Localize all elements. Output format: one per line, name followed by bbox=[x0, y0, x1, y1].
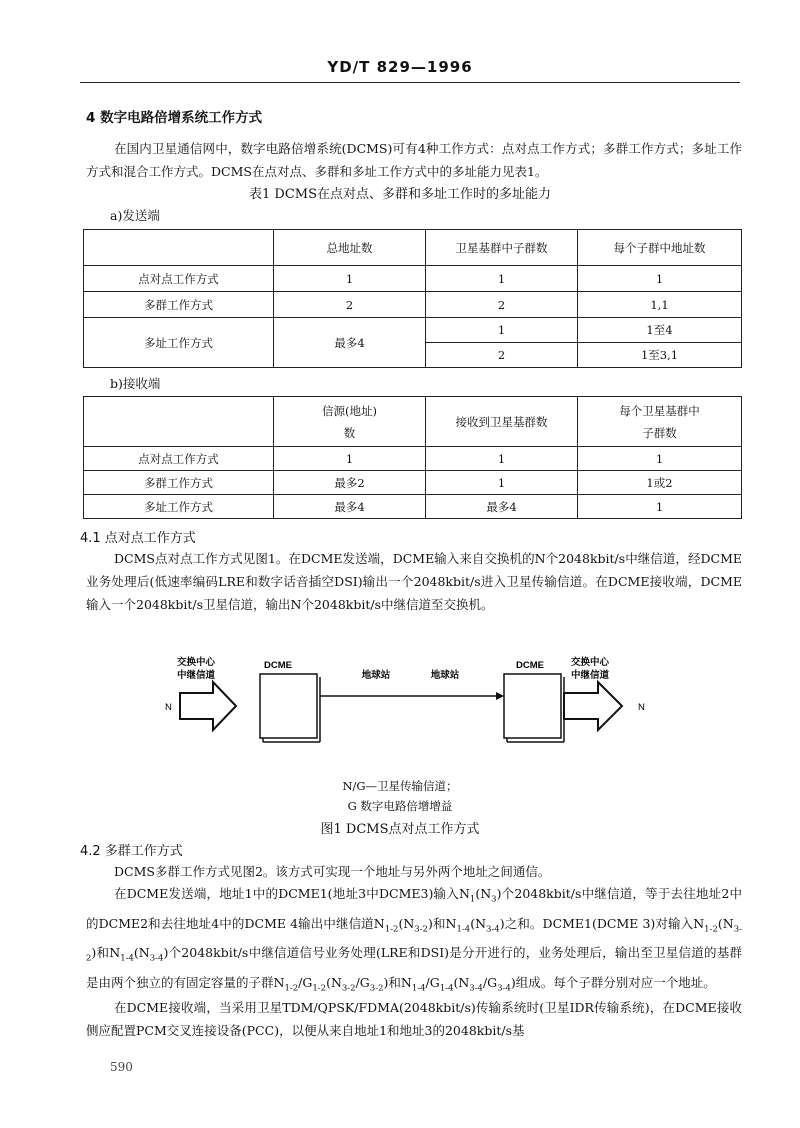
table-row bbox=[84, 447, 742, 471]
text-run: /G bbox=[355, 974, 370, 990]
table-cell: 1至3,1 bbox=[578, 343, 742, 368]
text-run: /G bbox=[482, 974, 498, 990]
text-run: /G bbox=[298, 974, 313, 990]
text-run: )组成。每个子群分别对应一个地址。 bbox=[510, 974, 716, 990]
table-header-row bbox=[84, 230, 742, 266]
text-run: (N bbox=[470, 915, 487, 931]
table-1b-label: b)接收端 bbox=[110, 376, 161, 391]
left-input-arrow bbox=[180, 682, 236, 730]
table-cell: 1 bbox=[578, 447, 742, 471]
section-4-paragraph: 在国内卫星通信网中，数字电路倍增系统(DCMS)可有4种工作方式：点对点工作方式；多群工作方式；多址工作方式和混合工作方式。DCMS在点对点、多群和多址工作方式中的多址能力见表1。 bbox=[86, 141, 742, 179]
right-output-arrow bbox=[564, 682, 622, 730]
text-run: (N bbox=[326, 974, 342, 990]
figure-1-note-1: N/G—卫星传输信道； bbox=[342, 779, 458, 793]
text-run: )个2048kbit/s中继信道，等于去往地址2中的DCME2和去往地址4中的DCME 4输出中继信道N bbox=[86, 886, 742, 931]
section-4-title: 4 数字电路倍增系统工作方式 bbox=[86, 110, 263, 126]
table-cell: 最多4 bbox=[274, 495, 426, 519]
header-cell: 每个卫星基群中 子群数 bbox=[578, 397, 742, 447]
figure-1-diagram bbox=[0, 648, 800, 758]
section-4-1-title: 4.1 点对点工作方式 bbox=[80, 531, 196, 546]
table-cell: 多址工作方式 bbox=[84, 495, 274, 519]
right-n-label: N bbox=[638, 702, 645, 713]
header-cell: 信源(地址) 数 bbox=[274, 397, 426, 447]
figure-1-note-2: G 数字电路倍增增益 bbox=[347, 799, 453, 813]
header-rule bbox=[80, 82, 740, 83]
text-run: (N bbox=[717, 915, 734, 931]
standard-code-header: YD/T 829—1996 bbox=[327, 58, 473, 76]
table-row bbox=[84, 266, 742, 292]
table-1a-label: a)发送端 bbox=[110, 208, 160, 223]
dcme-left-box bbox=[260, 674, 317, 738]
table-row bbox=[84, 471, 742, 495]
header-cell: 每个子群中地址数 bbox=[578, 230, 742, 266]
text-run: )和N bbox=[427, 915, 457, 931]
text-run: 在DCME发送端，地址1中的DCME1(地址3中DCME3)输入N bbox=[114, 886, 470, 901]
section-4-2-receiver-paragraph: 在DCME接收端，当采用卫星TDM/QPSK/FDMA(2048kbit/s)传输系统时(卫星IDR传输系统)，在DCME接收侧应配置PCM交叉连接设备(PCC)，以便从来自地址1和地址3的2048kbit/s基 bbox=[86, 1000, 742, 1038]
header-cell bbox=[84, 230, 274, 266]
table-cell: 1 bbox=[426, 318, 578, 343]
table-cell: 1 bbox=[274, 447, 426, 471]
header-cell: 卫星基群中子群数 bbox=[426, 230, 578, 266]
dcme-left-label: DCME bbox=[264, 660, 292, 671]
table-row bbox=[84, 292, 742, 318]
text-run: )和N bbox=[383, 974, 412, 990]
section-4-2-sender-paragraph: 在DCME发送端，地址1中的DCME1(地址3中DCME3)输入$N_1(N_3)$个2048kbit/s中继信道，等于去往地址2中的DCME2和去往地址4中的DCME 4输出中继信道$N_{1-2}(N_{3-2})$和$N_{1-4}(N_{3-4})$之和。DCME1(DCME 3)对输入$N_{1-2}(N_{3-2})$和$N_{1-4}(N_{3-4})$个2048kbit/s中继信道信号业务处理(LRE和DSI)是分开进行的，业务处理后，输出至卫星信道的基群是由两个独立的有固定容量的子群$N_{1-2}/G_{1-2}(N_{3-2}/G_{3-2})$和$N_{1-4}/G_{1-4}(N_{3-4}/G_{3-4})$组成。每个子群分别对应一个地址。 bbox=[86, 886, 742, 993]
table-cell: 点对点工作方式 bbox=[84, 266, 274, 292]
table-cell: 最多4 bbox=[426, 495, 578, 519]
table-cell: 多群工作方式 bbox=[84, 471, 274, 495]
text-run: /G bbox=[425, 974, 440, 990]
earth-station-right-label: 地球站 bbox=[430, 670, 460, 681]
text-run: (N bbox=[133, 945, 150, 960]
table-1b-receiver bbox=[83, 396, 742, 519]
table-cell: 1至4 bbox=[578, 318, 742, 343]
table-row bbox=[84, 495, 742, 519]
page-number: 590 bbox=[110, 1060, 133, 1074]
left-source-label-1: 交换中心 bbox=[176, 657, 216, 668]
text-run: (N bbox=[398, 915, 415, 931]
table-cell: 多群工作方式 bbox=[84, 292, 274, 318]
table-cell: 多址工作方式 bbox=[84, 318, 274, 368]
table-cell: 1 bbox=[426, 471, 578, 495]
text-run: (N bbox=[475, 886, 492, 901]
table-cell: 1 bbox=[426, 447, 578, 471]
section-4-1-paragraph: DCMS点对点工作方式见图1。在DCME发送端，DCME输入来自交换机的N个2048kbit/s中继信道，经DCME业务处理后(低速率编码LRE和数字话音插空DSI)输出一个2048kbit/s进入卫星传输信道。在DCME接收端，DCME输入一个2048kbit/s卫星信道，输出N个2048kbit/s中继信道至交换机。 bbox=[86, 551, 742, 612]
text-run: )之和。DCME1(DCME 3)对输入N bbox=[499, 915, 705, 931]
table-cell: 1 bbox=[274, 266, 426, 292]
table-cell: 2 bbox=[426, 343, 578, 368]
header-cell: 接收到卫星基群数 bbox=[426, 397, 578, 447]
figure-1-caption: 图1 DCMS点对点工作方式 bbox=[320, 822, 480, 837]
table-row bbox=[84, 318, 742, 343]
table-cell: 2 bbox=[426, 292, 578, 318]
right-source-label-1: 交换中心 bbox=[570, 657, 610, 668]
section-4-2-intro: DCMS多群工作方式见图2。该方式可实现一个地址与另外两个地址之间通信。 bbox=[114, 864, 551, 879]
text-run: )和N bbox=[91, 945, 121, 960]
left-source-label-2: 中继信道 bbox=[176, 670, 216, 681]
table-cell: 1 bbox=[578, 266, 742, 292]
text-run: (N bbox=[453, 974, 470, 990]
earth-station-left-label: 地球站 bbox=[361, 670, 391, 681]
link-arrowhead bbox=[496, 692, 504, 700]
table-cell: 点对点工作方式 bbox=[84, 447, 274, 471]
section-4-2-title: 4.2 多群工作方式 bbox=[80, 844, 183, 859]
table-1-caption: 表1 DCMS在点对点、多群和多址工作时的多址能力 bbox=[249, 187, 551, 202]
table-cell: 1 bbox=[578, 495, 742, 519]
dcme-right-box bbox=[504, 674, 561, 738]
table-cell: 1或2 bbox=[578, 471, 742, 495]
table-cell: 2 bbox=[274, 292, 426, 318]
header-cell bbox=[84, 397, 274, 447]
table-1a-sender bbox=[83, 229, 742, 368]
table-cell: 1,1 bbox=[578, 292, 742, 318]
left-n-label: N bbox=[165, 702, 172, 713]
right-source-label-2: 中继信道 bbox=[570, 670, 610, 681]
header-cell: 总地址数 bbox=[274, 230, 426, 266]
text-run: )个2048kbit/s中继信道信号业务处理(LRE和DSI)是分开进行的，业务处理后，输出至卫星信道的基群是由两个独立的有固定容量的子群N bbox=[86, 945, 742, 990]
dcme-right-label: DCME bbox=[516, 660, 544, 671]
table-cell: 最多2 bbox=[274, 471, 426, 495]
table-cell: 最多4 bbox=[274, 318, 426, 368]
table-cell: 1 bbox=[426, 266, 578, 292]
table-header-row bbox=[84, 397, 742, 447]
